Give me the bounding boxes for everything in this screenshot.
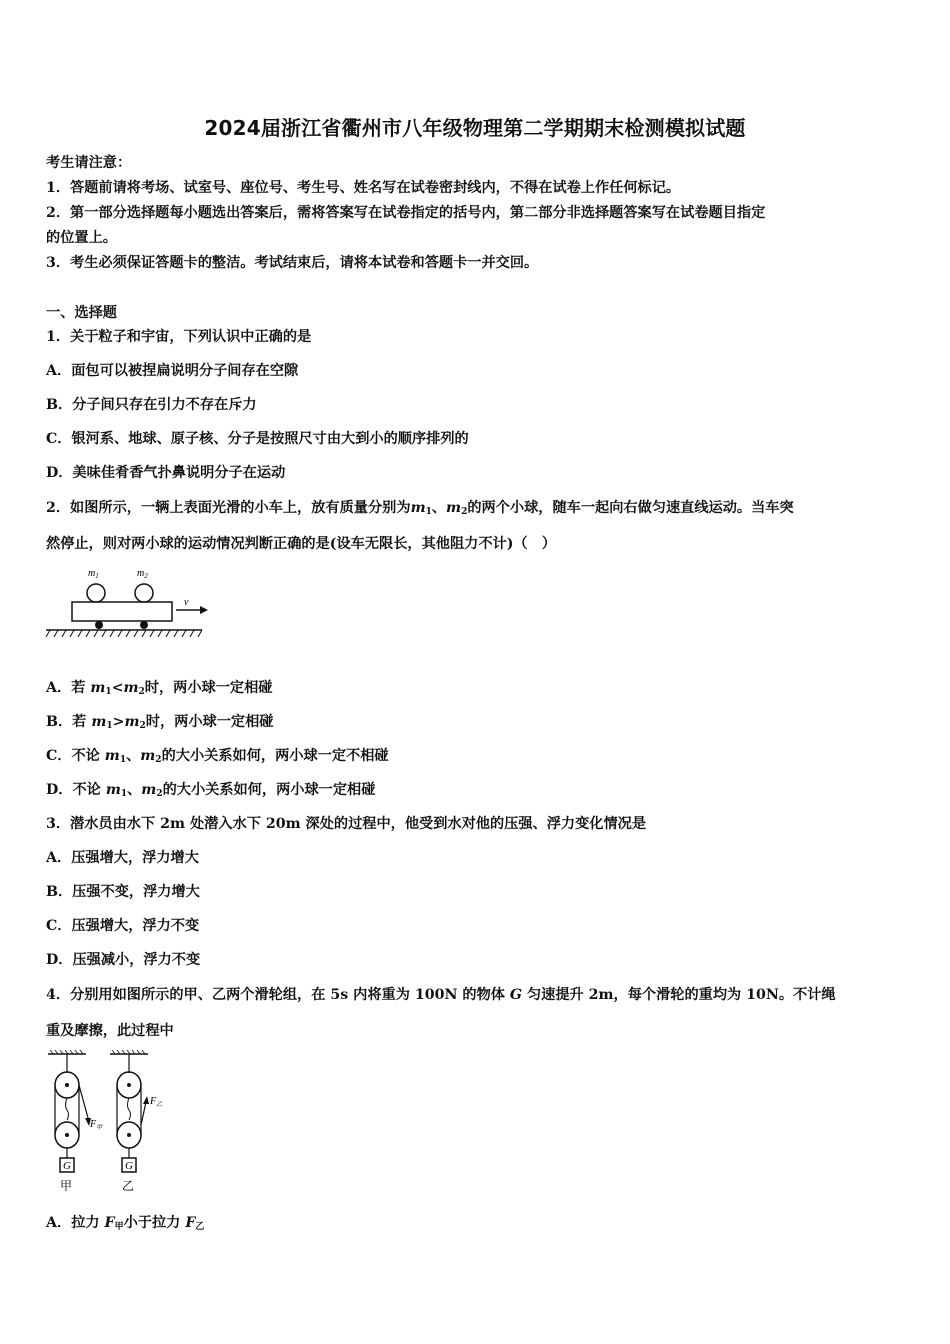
q2-m1: m (410, 500, 426, 516)
fig-label-m2: $m_2$ (137, 568, 148, 580)
caption-jia: 甲 (60, 1179, 73, 1193)
fig-label-m1: $m_1$ (88, 568, 99, 580)
q2-option-a: A．若 $m_1<m_2$时，两小球一定相碰 (46, 680, 273, 697)
q3-option-c: C．压强增大，浮力不变 (46, 918, 200, 934)
q4-stem-line1: 4．分别用如图所示的甲、乙两个滑轮组，在 5s 内将重为 100N 的物体 G 匀速提升 2m，每个滑轮的重均为 10N。不计绳 (46, 987, 836, 1003)
force-label-jia: $F_甲$ (90, 1119, 103, 1131)
q2-m2: m (446, 500, 462, 516)
fig-label-v: v (184, 597, 189, 608)
notice-item-3: 3．考生必须保证答题卡的整洁。考试结束后，请将本试卷和答题卡一并交回。 (46, 255, 539, 271)
q1-option-c: C．银河系、地球、原子核、分子是按照尺寸由大到小的顺序排列的 (46, 431, 469, 447)
q2-stem-line1 (46, 499, 794, 521)
notice-item-2-cont: 的位置上。 (46, 230, 117, 246)
wheel-right (140, 621, 148, 629)
q3-stem: 3．潜水员由水下 2m 处潜入水下 20m 深处的过程中，他受到水对他的压强、浮力变化情况是 (46, 816, 647, 832)
pulley-system-jia (48, 1050, 103, 1193)
q2-option-b: B．若 $m_1>m_2$时，两小球一定相碰 (46, 714, 274, 731)
q1-stem: 1．关于粒子和宇宙，下列认识中正确的是 (46, 329, 312, 345)
q1-option-a: A．面包可以被捏扁说明分子间存在空隙 (46, 363, 299, 379)
cart-body (72, 602, 172, 621)
q1-option-b: B．分子间只存在引力不存在斥力 (46, 397, 257, 413)
weight-label-yi: G (125, 1160, 133, 1172)
cart-balls (87, 584, 153, 602)
q4-stem-line2: 重及摩擦，此过程中 (46, 1023, 174, 1039)
q3-option-d: D．压强减小，浮力不变 (46, 952, 201, 968)
q2-stem-a: 2．如图所示，一辆上表面光滑的小车上，放有质量分别为 (46, 500, 411, 516)
force-label-yi: $F_乙$ (150, 1096, 163, 1108)
q2-option-c: C．不论 $m_1$、$m_2$的大小关系如何，两小球一定不相碰 (46, 748, 389, 765)
q2-option-d: D．不论 $m_1$、$m_2$的大小关系如何，两小球一定相碰 (46, 782, 376, 799)
weight-label-jia: G (63, 1160, 71, 1172)
cart-figure (44, 565, 214, 643)
notice-item-2: 2．第一部分选择题每小题选出答案后，需将答案写在试卷指定的括号内，第二部分非选择题答案写在试卷题目指定 (46, 205, 766, 221)
page-title: 2024届浙江省衢州市八年级物理第二学期期末检测模拟试题 (204, 116, 746, 140)
notice-heading: 考生请注意： (46, 155, 132, 171)
caption-yi: 乙 (122, 1179, 135, 1193)
notice-item-1: 1．答题前请将考场、试室号、座位号、考生号、姓名写在试卷密封线内，不得在试卷上作任何标记。 (46, 180, 681, 196)
pulley-figure (40, 1050, 200, 1195)
q2-stem-b: 的两个小球，随车一起向右做匀速直线运动。当车突 (467, 500, 794, 516)
q3-option-a: A．压强增大，浮力增大 (46, 850, 199, 866)
q1-option-d: D．美味佳肴香气扑鼻说明分子在运动 (46, 465, 286, 481)
q2-m2-sub: 2 (461, 507, 468, 517)
pulley-system-yi (110, 1050, 162, 1193)
q2-stem-line2: 然停止，则对两小球的运动情况判断正确的是(设车无限长，其他阻力不计)（ ） (46, 536, 556, 552)
ball-m1 (87, 584, 105, 602)
q2-m1-sub: 1 (425, 507, 432, 517)
q2-sep: 、 (431, 500, 447, 516)
section-heading: 一、选择题 (46, 305, 117, 321)
velocity-arrow-head (200, 606, 208, 614)
wheel-left (95, 621, 103, 629)
q3-option-b: B．压强不变，浮力增大 (46, 884, 200, 900)
q4-option-a: A．拉力 $F_甲$小于拉力 $F_乙$ (46, 1215, 205, 1232)
ground-hatch (46, 630, 202, 637)
ball-m2 (135, 584, 153, 602)
